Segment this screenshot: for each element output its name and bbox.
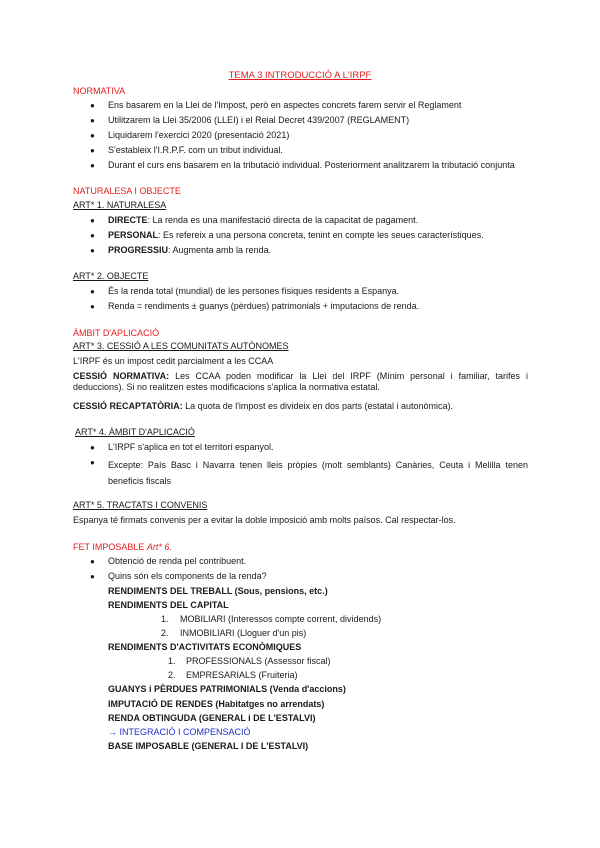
art5-heading: ART* 5. TRACTATS I CONVENIS — [73, 500, 208, 510]
section-normativa-heading: NORMATIVA — [73, 86, 126, 96]
bullet-icon: ● — [90, 246, 95, 255]
term-progressiu: PROGRESSIU — [108, 245, 169, 255]
base-imposable: BASE IMPOSABLE (GENERAL I DE L'ESTALVI) — [108, 741, 309, 751]
bullet-icon: ● — [90, 572, 95, 581]
desc-cessio-recaptatoria: La quota de l'impost es divideix en dos parts (estatal i autonòmica). — [182, 401, 454, 411]
art3-cessio-normativa — [73, 371, 528, 393]
capital-item-1-number: 1. — [161, 614, 169, 624]
normativa-item-1: Ens basarem en la Llei de l'Impost, però en aspectes concrets farem servir el Reglament — [108, 100, 462, 110]
bullet-icon: ● — [90, 557, 95, 566]
term-personal: PERSONAL — [108, 230, 159, 240]
activitats-item-2-number: 2. — [168, 670, 176, 680]
guanys-perdues: GUANYS i PÈRDUES PATRIMONIALS (Venda d'accions) — [108, 684, 346, 694]
activitats-item-2: EMPRESARIALS (Fruiteria) — [186, 670, 298, 680]
art3-heading: ART* 3. CESSIÓ A LES COMUNITATS AUTÒNOMES — [73, 341, 289, 351]
integracio-compensacio: → INTEGRACIÓ I COMPENSACIÓ — [108, 727, 251, 737]
bullet-icon: ● — [90, 231, 95, 240]
term-directe: DIRECTE — [108, 215, 148, 225]
art3-cessio-recaptatoria — [73, 401, 453, 412]
desc-progressiu: : Augmenta amb la renda. — [168, 245, 272, 255]
bullet-icon: ● — [90, 116, 95, 125]
art1-item-directe — [108, 215, 418, 226]
bullet-icon: ● — [90, 131, 95, 140]
capital-item-2: INMOBILIARI (Lloguer d'un pis) — [180, 628, 307, 638]
rendiments-treball: RENDIMENTS DEL TREBALL (Sous, pensions, etc.) — [108, 586, 328, 596]
fet-heading-text: FET IMPOSABLE — [73, 542, 147, 552]
normativa-item-2: Utilitzarem la Llei 35/2006 (LLEI) i el Reial Decret 439/2007 (REGLAMENT) — [108, 115, 410, 125]
bullet-icon: ● — [90, 216, 95, 225]
art1-item-personal — [108, 230, 484, 241]
term-cessio-normativa: CESSIÓ NORMATIVA: — [73, 371, 170, 381]
desc-personal: : Es refereix a una persona concreta, tenint en compte les seues característiques. — [158, 230, 484, 240]
rendiments-activitats: RENDIMENTS D'ACTIVITATS ECONÒMIQUES — [108, 642, 302, 652]
term-cessio-recaptatoria: CESSIÓ RECAPTATÒRIA: — [73, 401, 183, 411]
art4-item-1: L'IRPF s'aplica en tot el territori espanyol. — [108, 442, 274, 452]
bullet-icon: ● — [90, 101, 95, 110]
capital-item-2-number: 2. — [161, 628, 169, 638]
art5-text: Espanya té firmats convenis per a evitar la doble imposició amb molts països. Cal respectar-los. — [73, 515, 456, 525]
section-naturalesa-heading: NATURALESA I OBJECTE — [73, 186, 181, 196]
desc-directe: : La renda es una manifestació directa de la capacitat de pagament. — [147, 215, 419, 225]
art1-heading: ART* 1. NATURALESA — [73, 200, 167, 210]
bullet-icon: ● — [90, 458, 95, 467]
desc-cessio-normativa: Les CCAA poden modificar la Llei del IRPF (Mínim personal i familiar, tarifes i deduccions). Si no realitzen estes modificacions s'aplica la normativa estatal. — [73, 371, 529, 392]
normativa-item-3: Liquidarem l'exercici 2020 (presentació 2021) — [108, 130, 290, 140]
renda-obtinguda: RENDA OBTINGUDA (GENERAL i DE L'ESTALVI) — [108, 713, 316, 723]
bullet-icon: ● — [90, 161, 95, 170]
normativa-item-5: Durant el curs ens basarem en la tributació individual. Posteriorment analitzarem la tributació conjunta — [108, 160, 515, 170]
bullet-icon: ● — [90, 443, 95, 452]
art4-item-2: Excepte: País Basc i Navarra tenen lleis pròpies (molt semblants) Canàries, Ceuta i Melilla tenen beneficis fiscals — [108, 460, 528, 486]
imputacio-rendes: IMPUTACIÓ DE RENDES (Habitatges no arrendats) — [108, 699, 325, 709]
capital-item-1: MOBILIARI (Interessos compte corrent, dividends) — [180, 614, 382, 624]
art1-item-progressiu — [108, 245, 271, 256]
rendiments-capital: RENDIMENTS DEL CAPITAL — [108, 600, 229, 610]
section-ambit-heading: ÀMBIT D'APLICACIÓ — [73, 328, 160, 338]
art2-heading: ART* 2. OBJECTE — [73, 271, 149, 281]
art2-item-1: És la renda total (mundial) de les persones físiques residents a Espanya. — [108, 286, 400, 296]
activitats-item-1-number: 1. — [168, 656, 176, 666]
fet-item-1: Obtenció de renda pel contribuent. — [108, 556, 247, 566]
art4-heading: ART* 4. ÀMBIT D'APLICACIÓ — [75, 427, 195, 437]
section-fet-heading — [73, 542, 172, 553]
fet-heading-art: Art* 6. — [146, 542, 172, 552]
bullet-icon: ● — [90, 287, 95, 296]
activitats-item-1: PROFESSIONALS (Assessor fiscal) — [186, 656, 331, 666]
art3-intro: L'IRPF és un impost cedit parcialment a les CCAA — [73, 356, 274, 366]
art2-item-2: Renda = rendiments ± guanys (pèrdues) patrimonials + imputacions de renda. — [108, 301, 420, 311]
bullet-icon: ● — [90, 302, 95, 311]
fet-item-2: Quins són els components de la renda? — [108, 571, 267, 581]
bullet-icon: ● — [90, 146, 95, 155]
normativa-item-4: S'estableix l'I.R.P.F. com un tribut individual. — [108, 145, 283, 155]
page-title: TEMA 3 INTRODUCCIÓ A L'IRPF — [228, 70, 372, 81]
